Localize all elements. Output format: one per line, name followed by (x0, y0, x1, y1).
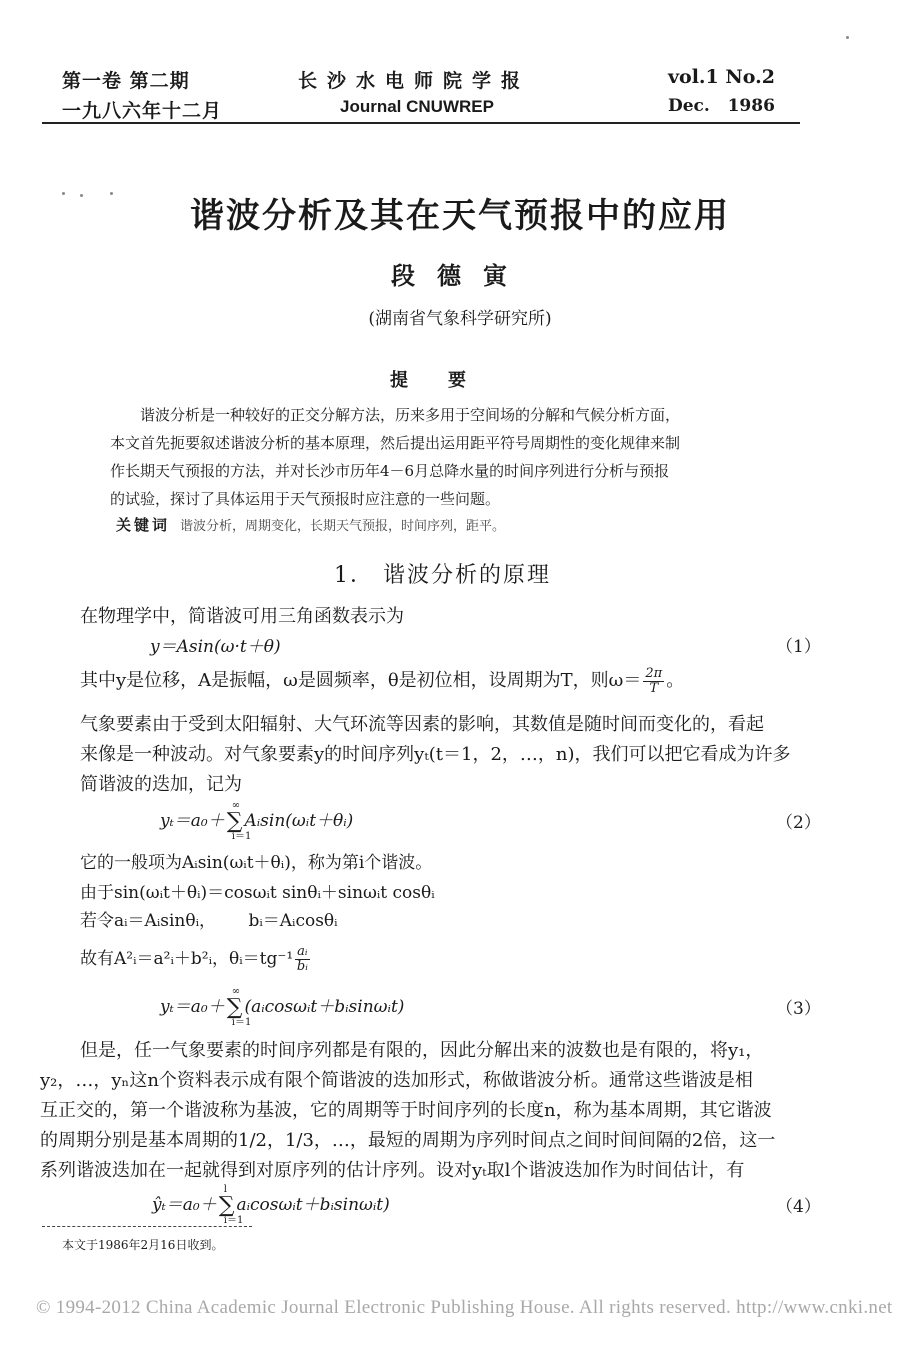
equation-rhs: (aᵢcosωᵢt＋bᵢsinωᵢt) (244, 997, 405, 1017)
body-text: 故有A²ᵢ＝a²ᵢ＋b²ᵢ，θᵢ＝tg⁻¹ (80, 949, 294, 969)
equation-4 (152, 1184, 390, 1226)
author-institution: (湖南省气象科学研究所) (368, 309, 552, 329)
body-text: 。 (666, 670, 685, 691)
equation-2 (160, 800, 354, 842)
equation-lhs: ŷₜ＝a₀＋ (152, 1195, 217, 1215)
abstract-line: 谐波分析是一种较好的正交分解方法，历来多用于空间场的分解和气候分析方面， (140, 406, 681, 424)
equation-number-2: （2） (776, 813, 821, 833)
scan-speck (110, 192, 113, 195)
volume-issue-cn: 第一卷 第二期 (62, 70, 190, 92)
scan-speck (62, 192, 65, 195)
keywords-line (116, 514, 505, 535)
equation-rhs: aᵢcosωᵢt＋bᵢsinωᵢt) (236, 1195, 390, 1215)
body-paragraph-line: y₂，…，yₙ这n个资料表示成有限个简谐波的迭加形式，称做谐波分析。通常这些谐波是相 (40, 1070, 753, 1091)
body-paragraph (80, 944, 312, 974)
sum-upper-limit: ∞ (231, 986, 241, 997)
header-rule (42, 122, 800, 124)
sum-lower-limit: i＝1 (231, 831, 252, 842)
equation-number-4: （4） (776, 1197, 821, 1217)
summation-sign: ∑ l i＝1 (218, 1184, 244, 1226)
scan-speck (80, 194, 83, 197)
equation-lhs: yₜ＝a₀＋ (160, 997, 225, 1017)
date-cn: 一九八六年十二月 (62, 100, 223, 122)
scan-speck (846, 36, 849, 39)
date-en: Dec. 1986 (668, 96, 775, 116)
summation-sign: ∑ ∞ i＝1 (226, 986, 252, 1028)
footnote: 本文于1986年2月16日收到。 (62, 1238, 224, 1252)
body-paragraph-line: 但是，任一气象要素的时间序列都是有限的，因此分解出来的波数也是有限的，将y₁， (80, 1040, 764, 1061)
fraction-numerator: aᵢ (297, 944, 308, 960)
fraction-denominator: T (649, 680, 659, 696)
sum-upper-limit: l (223, 1184, 227, 1195)
sum-upper-limit: ∞ (231, 800, 241, 811)
sum-lower-limit: i＝1 (231, 1017, 252, 1028)
body-text: 其中y是位移，A是振幅，ω是圆频率，θ是初位相，设周期为T，则ω＝ (80, 670, 642, 691)
body-paragraph-line: 简谐波的迭加，记为 (80, 774, 242, 795)
body-paragraph (80, 666, 684, 695)
fraction-numerator: 2π (645, 665, 663, 681)
equation-3 (160, 986, 405, 1028)
fraction-2pi-over-T (643, 667, 664, 695)
body-paragraph-line: 的周期分别是基本周期的1/2，1/3，…，最短的周期为序列时间点之间时间间隔的2倍，这一 (40, 1130, 776, 1151)
fraction-denominator: bᵢ (296, 959, 308, 974)
abstract-line: 的试验，探讨了具体运用于天气预报时应注意的一些问题。 (110, 490, 501, 508)
keywords-text: 谐波分析，周期变化，长期天气预报，时间序列，距平。 (180, 519, 506, 534)
footnote-rule (42, 1226, 252, 1227)
abstract-line: 本文首先扼要叙述谐波分析的基本原理，然后提出运用距平符号周期性的变化规律来制 (110, 434, 681, 452)
abstract-heading: 提要 (390, 370, 506, 391)
body-paragraph: 由于sin(ωᵢt＋θᵢ)＝cosωᵢt sinθᵢ＋sinωᵢt cosθᵢ (80, 883, 435, 903)
equation-lhs: yₜ＝a₀＋ (160, 811, 225, 831)
body-paragraph: 在物理学中，简谐波可用三角函数表示为 (80, 606, 404, 627)
summation-sign: ∑ ∞ i＝1 (226, 800, 252, 842)
body-paragraph-line: 来像是一种波动。对气象要素y的时间序列yₜ(t＝1，2，…，n)，我们可以把它看成为许多 (80, 744, 791, 765)
section-title: 1． 谐波分析的原理 (334, 563, 551, 588)
body-paragraph-line: 互正交的，第一个谐波称为基波，它的周期等于时间序列的长度n，称为基本周期，其它谐波 (40, 1100, 772, 1121)
journal-name-en: Journal CNUWREP (340, 97, 494, 116)
body-paragraph: 它的一般项为Aᵢsin(ωᵢt＋θᵢ)，称为第i个谐波。 (80, 853, 433, 873)
equation-rhs: Aᵢsin(ωᵢt＋θᵢ) (244, 811, 354, 831)
equation-1: y＝Asin(ω·t＋θ) (150, 637, 281, 657)
body-paragraph-line: 气象要素由于受到太阳辐射、大气环流等因素的影响，其数值是随时间而变化的，看起 (80, 714, 764, 735)
keywords-label: 关键词 (116, 516, 171, 534)
body-paragraph-line: 系列谐波迭加在一起就得到对原序列的估计序列。设对yₜ取l个谐波迭加作为时间估计，有 (40, 1160, 745, 1181)
equation-number-3: （3） (776, 999, 821, 1019)
article-title: 谐波分析及其在天气预报中的应用 (190, 196, 730, 236)
sum-lower-limit: i＝1 (223, 1215, 244, 1226)
fraction-a-over-b (295, 945, 309, 973)
journal-name-cn: 长沙水电师院学报 (298, 70, 531, 92)
author-name: 段德寅 (391, 261, 529, 290)
abstract-line: 作长期天气预报的方法，并对长沙市历年4－6月总降水量的时间序列进行分析与预报 (110, 462, 670, 480)
equation-number-1: （1） (776, 637, 821, 657)
copyright-notice: © 1994-2012 China Academic Journal Electronic Publishing House. All rights reserved. http://www.cnki.net (36, 1297, 893, 1318)
volume-issue-en: vol.1 No.2 (668, 66, 775, 88)
body-paragraph: 若令aᵢ＝Aᵢsinθᵢ， bᵢ＝Aᵢcosθᵢ (80, 911, 338, 931)
